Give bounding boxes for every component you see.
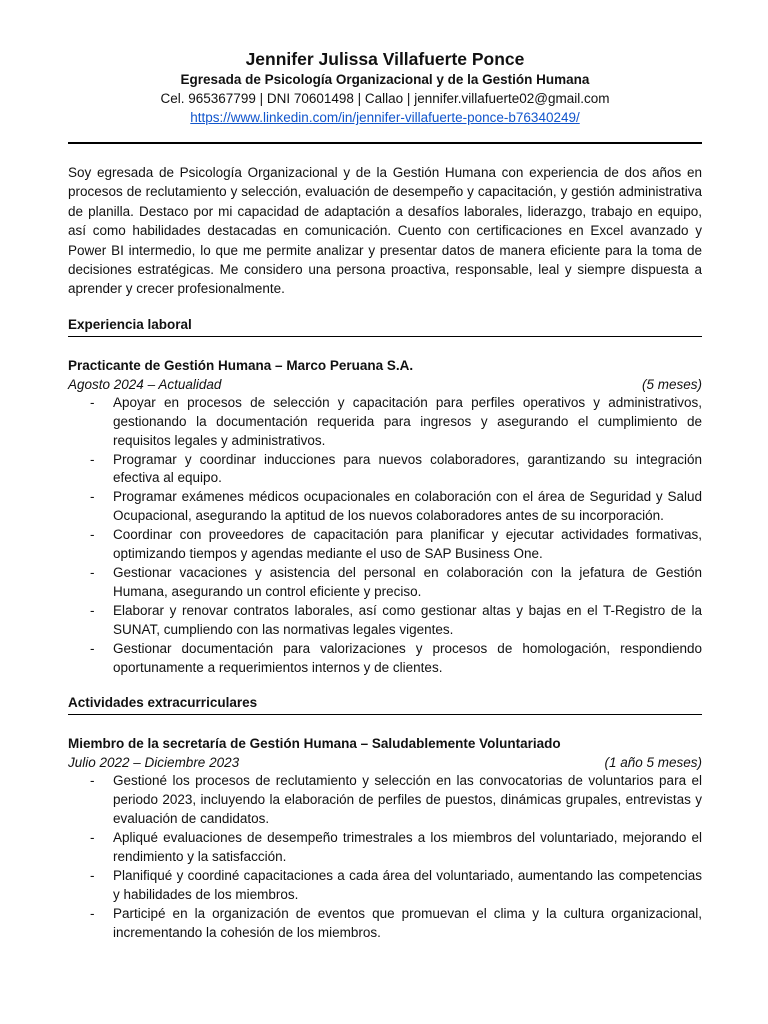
- job-bullet-list: [68, 394, 702, 678]
- list-item: [68, 772, 702, 829]
- bullet-marker: -: [90, 773, 95, 789]
- list-item: [68, 905, 702, 943]
- bullet-text: Elaborar y renovar contratos laborales, así como gestionar altas y bajas en el T-Registro de la SUNAT, cumpliendo con las normativas legales vigentes.: [113, 602, 702, 637]
- job-title: Practicante de Gestión Humana – Marco Peruana S.A.: [68, 357, 414, 373]
- candidate-subtitle: Egresada de Psicología Organizacional y de la Gestión Humana: [180, 72, 590, 87]
- list-item: [68, 602, 702, 640]
- section-heading-experience: Experiencia laboral: [68, 316, 192, 332]
- activity-dates: Julio 2022 – Diciembre 2023: [68, 755, 240, 771]
- bullet-text: Programar y coordinar inducciones para nuevos colaboradores, garantizando su integración efectiva al equipo.: [113, 451, 702, 486]
- job-meta: [68, 375, 702, 394]
- bullet-text: Apoyar en procesos de selección y capacitación para perfiles operativos y administrativos, gestionando la documentación requerida para ingresos y asegurando el cumplimiento de requisitos legales y administrativos.: [113, 394, 702, 448]
- bullet-marker: -: [90, 527, 95, 543]
- activity-title: Miembro de la secretaría de Gestión Humana – Saludablemente Voluntariado: [68, 736, 561, 752]
- list-item: [68, 488, 702, 526]
- activity-meta: [68, 753, 702, 772]
- section-divider-experience: [68, 336, 702, 337]
- list-item: [68, 451, 702, 489]
- list-item: [68, 640, 702, 678]
- bullet-marker: -: [90, 830, 95, 846]
- linkedin-link[interactable]: https://www.linkedin.com/in/jennifer-villafuerte-ponce-b76340249/: [190, 110, 580, 125]
- section-heading-extracurricular: Actividades extracurriculares: [68, 695, 258, 711]
- bullet-text: Coordinar con proveedores de capacitación para planificar y ejecutar actividades formativas, optimizando tiempos y agendas mediante el uso de SAP Business One.: [113, 527, 702, 562]
- job-dates: Agosto 2024 – Actualidad: [68, 376, 222, 392]
- bullet-marker: -: [90, 867, 95, 883]
- activity-bullet-list: [68, 772, 702, 942]
- job-duration: (5 meses): [641, 376, 702, 392]
- list-item: [68, 867, 702, 905]
- contact-line: Cel. 965367799 | DNI 70601498 | Callao | jennifer.villafuerte02@gmail.com: [160, 91, 610, 106]
- resume-header: [68, 48, 702, 127]
- list-item: [68, 829, 702, 867]
- job-entry: [68, 356, 702, 678]
- section-divider-extracurricular: [68, 714, 702, 715]
- bullet-marker: -: [90, 489, 95, 505]
- bullet-marker: -: [90, 905, 95, 921]
- candidate-name: Jennifer Julissa Villafuerte Ponce: [245, 49, 525, 69]
- bullet-text: Participé en la organización de eventos que promuevan el clima y la cultura organizacional, incrementando la cohesión de los miembros.: [113, 905, 702, 940]
- bullet-marker: -: [90, 451, 95, 467]
- bullet-marker: -: [90, 394, 95, 410]
- header-divider: [68, 142, 702, 144]
- list-item: [68, 526, 702, 564]
- activity-duration: (1 año 5 meses): [604, 755, 702, 771]
- bullet-marker: -: [90, 640, 95, 656]
- list-item: [68, 394, 702, 451]
- list-item: [68, 564, 702, 602]
- bullet-text: Gestionar vacaciones y asistencia del personal en colaboración con la jefatura de Gestión Humana, asegurando un control eficiente y preciso.: [113, 565, 702, 599]
- bullet-marker: -: [90, 565, 95, 580]
- resume-page: [68, 48, 702, 943]
- bullet-text: Gestioné los procesos de reclutamiento y selección en las convocatorias de voluntarios para el periodo 2023, incluyendo la elaboración de perfiles de puestos, dinámicas grupales, entrevistas y evaluación de candidatos.: [113, 773, 702, 827]
- bullet-text: Gestionar documentación para valorizaciones y procesos de homologación, respondiendo oportunamente a requerimientos internos y de clientes.: [113, 640, 702, 675]
- bullet-text: Programar exámenes médicos ocupacionales en colaboración con el área de Seguridad y Salud Ocupacional, asegurando la aptitud de los nuevos colaboradores antes de su incorporación.: [113, 489, 702, 524]
- profile-summary: Soy egresada de Psicología Organizacional y de la Gestión Humana con experiencia de dos años en procesos de reclutamiento y selección, evaluación de desempeño y capacitación, y gestión administrativa de planilla. Destaco por mi capacidad de adaptación a desafíos laborales, liderazgo, trabajo en equipo, así como habilidades destacadas en comunicación. Cuento con certificaciones en Excel avanzado y Power BI intermedio, lo que me permite analizar y presentar datos de manera eficiente para la toma de decisiones estratégicas. Me considero una persona proactiva, responsable, leal y siempre dispuesta a aprender y crecer profesionalmente.: [68, 165, 702, 297]
- activity-entry: [68, 734, 702, 942]
- bullet-text: Apliqué evaluaciones de desempeño trimestrales a los miembros del voluntariado, mejorando el rendimiento y la satisfacción.: [113, 830, 702, 865]
- bullet-marker: -: [90, 602, 95, 618]
- bullet-text: Planifiqué y coordiné capacitaciones a cada área del voluntariado, aumentando las competencias y habilidades de los miembros.: [113, 867, 702, 902]
